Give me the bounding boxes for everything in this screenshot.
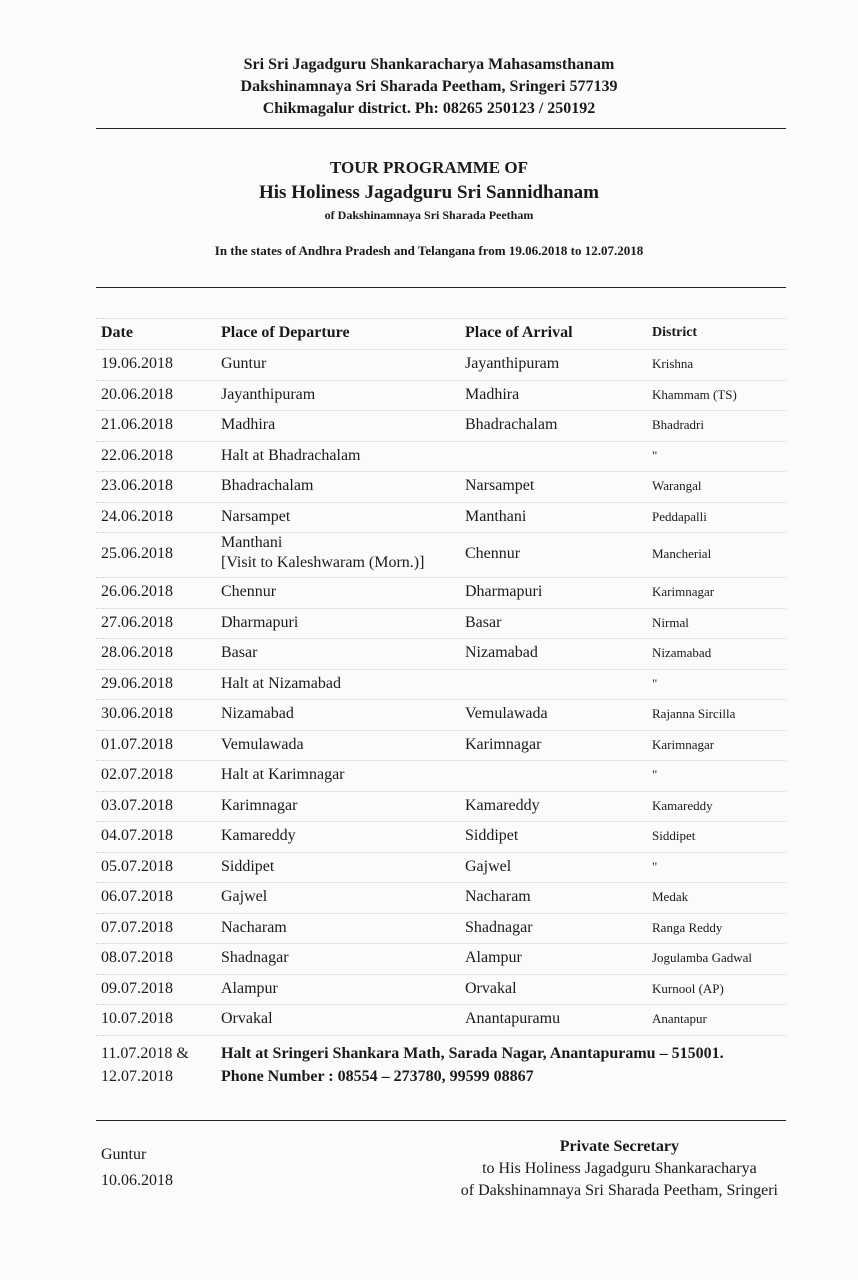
table-header-row [96,318,786,350]
table-row [96,792,786,823]
cell-date: 09.07.2018 [101,979,173,997]
cell-date: 23.06.2018 [101,477,173,494]
final-halt-details [221,1042,724,1088]
cell-district: Karimnagar [652,584,715,599]
table-row [96,609,786,640]
cell-departure: Shadnagar [221,949,289,966]
title-line-1: TOUR PROGRAMME OF [329,158,528,177]
table-row [96,350,786,381]
cell-arrival: Madhira [465,385,520,403]
tour-scope-line: In the states of Andhra Pradesh and Telangana from 19.06.2018 to 12.07.2018 [214,243,644,258]
cell-arrival: Dharmapuri [465,583,543,600]
cell-departure: Madhira [221,416,276,433]
letterhead-line-1: Sri Sri Jagadguru Shankaracharya Mahasamsthanam [243,56,615,73]
final-date-1: 11.07.2018 & [101,1045,189,1062]
cell-district: Ranga Reddy [652,919,723,935]
cell-date: 27.06.2018 [101,613,173,631]
cell-arrival: Gajwel [465,857,512,875]
cell-departure: Nizamabad [221,705,294,722]
cell-date: 04.07.2018 [101,827,173,844]
cell-district: Peddapalli [652,508,707,524]
cell-date: 08.07.2018 [101,949,173,966]
cell-departure: Manthani [221,534,283,551]
signatory-line-2: to His Holiness Jagadguru Shankaracharya [482,1160,757,1177]
signatory-title: Private Secretary [559,1138,679,1155]
cell-arrival: Nacharam [465,888,531,905]
cell-arrival: Anantapuramu [465,1010,561,1027]
final-halt-address: Halt at Sringeri Shankara Math, Sarada Nagar, Anantapuramu – 515001. [221,1045,724,1062]
cell-date: 29.06.2018 [101,674,173,692]
table-row [96,853,786,884]
cell-district: Warangal [652,478,702,493]
cell-arrival: Jayanthipuram [465,355,560,372]
cell-departure: Chennur [221,583,277,600]
cell-date: 07.07.2018 [101,918,173,936]
table-row [96,731,786,762]
cell-arrival: Kamareddy [465,796,540,814]
table-row [96,700,786,731]
header-arrival: Place of Arrival [465,324,573,341]
cell-arrival: Manthani [465,507,527,525]
cell-district: Mancherial [652,546,712,561]
table-row [96,578,786,609]
table-row [96,670,786,701]
cell-arrival: Narsampet [465,477,535,494]
header-departure: Place of Departure [221,324,350,341]
cell-date: 20.06.2018 [101,385,173,403]
title-divider [96,287,786,288]
cell-district: Bhadradri [652,417,704,432]
issue-place-date [101,1142,173,1194]
cell-departure-note: [Visit to Kaleshwaram (Morn.)] [221,554,425,571]
cell-departure: Guntur [221,355,267,372]
cell-district: Jogulamba Gadwal [652,950,753,965]
header-date: Date [101,324,133,341]
title-line-2: His Holiness Jagadguru Sri Sannidhanam [259,182,599,203]
letterhead-line-2: Dakshinamnaya Sri Sharada Peetham, Sringeri 577139 [240,78,618,95]
cell-arrival: Nizamabad [465,644,538,661]
cell-district: Siddipet [652,828,696,843]
final-dates [101,1042,189,1088]
cell-departure: Gajwel [221,888,268,905]
cell-departure: Halt at Nizamabad [221,674,341,692]
header-divider [96,128,786,129]
cell-district: " [652,858,658,874]
cell-date: 21.06.2018 [101,416,173,433]
footer-divider [96,1120,786,1121]
table-row [96,472,786,503]
cell-date: 30.06.2018 [101,705,173,722]
cell-date: 22.06.2018 [101,446,173,464]
cell-district: Anantapur [652,1011,707,1026]
cell-district: Kurnool (AP) [652,980,724,996]
cell-departure: Narsampet [221,507,291,525]
cell-departure: Vemulawada [221,735,304,753]
cell-departure: Bhadrachalam [221,477,314,494]
cell-district: Khammam (TS) [652,386,737,402]
table-row [96,381,786,412]
letterhead [0,54,858,120]
cell-departure: Karimnagar [221,796,298,814]
cell-arrival: Vemulawada [465,705,548,722]
table-row [96,883,786,914]
cell-district: Medak [652,889,689,904]
cell-arrival: Orvakal [465,979,517,997]
table-row [96,944,786,975]
cell-date: 01.07.2018 [101,735,173,753]
cell-departure: Siddipet [221,857,275,875]
header-district: District [652,325,698,340]
tour-schedule-table [96,318,786,1036]
cell-arrival: Chennur [465,545,521,562]
cell-arrival: Alampur [465,949,522,966]
cell-district: Nirmal [652,614,689,630]
cell-departure: Dharmapuri [221,613,299,631]
table-row [96,639,786,670]
cell-departure: Jayanthipuram [221,385,316,403]
cell-district: " [652,675,658,691]
cell-district: " [652,447,658,463]
cell-date: 05.07.2018 [101,857,173,875]
table-row [96,1005,786,1036]
cell-date: 02.07.2018 [101,766,173,783]
cell-date: 24.06.2018 [101,507,173,525]
document-title [0,156,858,223]
cell-date: 03.07.2018 [101,796,173,814]
issue-place: Guntur [101,1146,147,1163]
cell-district: Krishna [652,356,694,371]
table-row [96,975,786,1006]
signatory-line-3: of Dakshinamnaya Sri Sharada Peetham, Sringeri [460,1182,778,1199]
cell-departure: Nacharam [221,918,287,936]
cell-date: 28.06.2018 [101,644,173,661]
cell-departure: Orvakal [221,1010,273,1027]
letterhead-line-3: Chikmagalur district. Ph: 08265 250123 / 250192 [262,100,596,117]
cell-date: 25.06.2018 [101,545,173,562]
cell-arrival: Bhadrachalam [465,416,558,433]
cell-arrival: Basar [465,613,502,631]
cell-departure: Halt at Karimnagar [221,766,345,783]
table-row [96,914,786,945]
cell-departure: Alampur [221,979,278,997]
final-date-2: 12.07.2018 [101,1068,173,1085]
cell-district: Kamareddy [652,797,713,813]
cell-district: Nizamabad [652,645,712,660]
cell-arrival: Karimnagar [465,735,542,753]
cell-district: Rajanna Sircilla [652,706,736,721]
issue-date: 10.06.2018 [101,1172,173,1189]
table-row [96,822,786,853]
table-row [96,533,786,578]
cell-district: Karimnagar [652,736,715,752]
title-line-3: of Dakshinamnaya Sri Sharada Peetham [324,208,534,222]
cell-departure: Basar [221,644,258,661]
table-row [96,411,786,442]
table-row [96,442,786,473]
cell-departure: Halt at Bhadrachalam [221,446,361,464]
table-row [96,761,786,792]
cell-date: 06.07.2018 [101,888,173,905]
cell-district: " [652,767,658,782]
table-row [96,503,786,534]
cell-arrival: Shadnagar [465,918,533,936]
cell-date: 26.06.2018 [101,583,173,600]
cell-arrival: Siddipet [465,827,519,844]
cell-date: 19.06.2018 [101,355,173,372]
final-halt-phone: Phone Number : 08554 – 273780, 99599 08867 [221,1068,534,1085]
cell-date: 10.07.2018 [101,1010,173,1027]
signatory-block [461,1136,778,1202]
cell-departure: Kamareddy [221,827,296,844]
